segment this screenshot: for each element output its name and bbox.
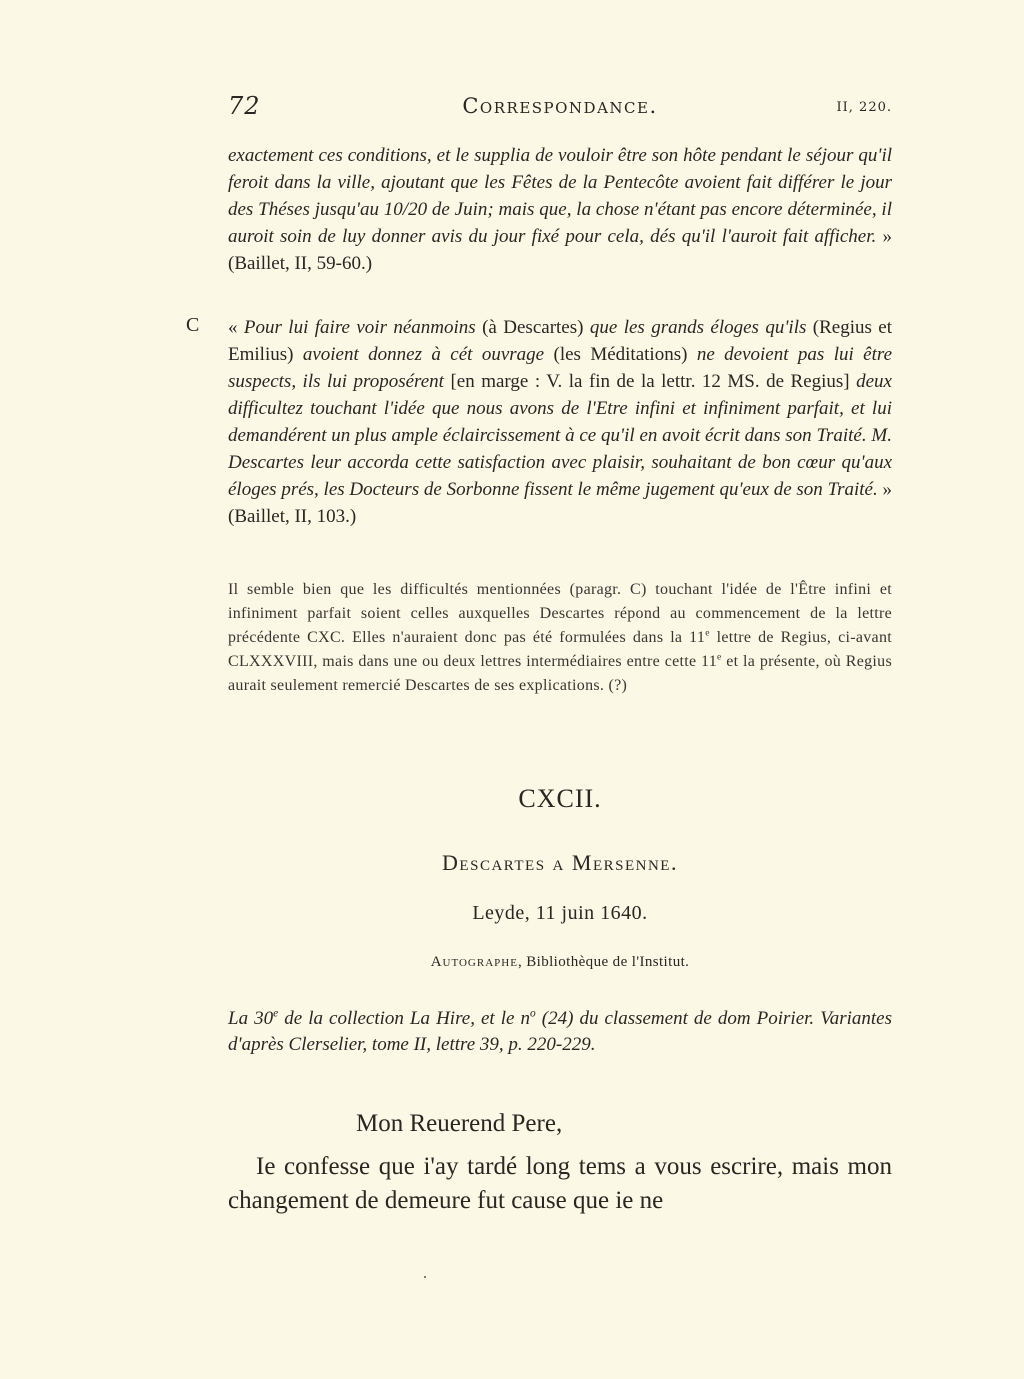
letter-number: CXCII. <box>518 784 602 813</box>
quote-paragraph-2 <box>228 314 892 530</box>
quote-segment: (Regius et Emilius) <box>228 317 893 365</box>
quote-segment: [en marge : V. la fin de la lettr. 12 MS. de Regius] <box>443 371 857 392</box>
salutation: Mon Reuerend Pere, <box>356 1110 563 1137</box>
quote-paragraph-1 <box>228 142 892 277</box>
note-text: Il semble bien que les difficultés mentionnées (paragr. C) touchant l'idée de l'Être infini et infiniment parfait soient celles auxquelles Descartes répond au commencement de la lettre précédente CXC. Elles n'auraient donc pas été formulées dans la 11 <box>228 581 892 646</box>
source-lead: Autographe <box>430 954 518 970</box>
quote-segment: ne devoient pas lui être suspects, ils lui proposérent <box>228 344 892 392</box>
print-speck <box>424 1276 426 1278</box>
quote-segment: deux difficultez touchant l'idée que nous avons de l'Etre infini et infiniment parfait, et lui demandérent un plus ample éclaircissement à ce qu'il en avoit écrit dans son Traité. M. Descartes leur accorda cette satisfaction avec plaisir, souhaitant de bon cœur qu'aux éloges prés, les Docteurs de Sorbonne fissent le même jugement qu'eux de son Traité. <box>228 371 892 500</box>
edition-text: de la collection La Hire, et le n <box>278 1008 530 1029</box>
superscript: e <box>273 1007 279 1020</box>
note-text: et la présente, où Regius aurait seulement remercié Descartes de ses explications. (?) <box>228 653 892 694</box>
edition-text: (24) du classement de dom Poirier. Variantes d'après Clerselier, tome II, lettre 39, p. 220-229. <box>228 1008 892 1055</box>
quote-segment: (les Méditations) <box>544 344 697 365</box>
superscript: o <box>530 1007 536 1020</box>
quote-citation: » (Baillet, II, 103.) <box>228 479 892 527</box>
page-number: 72 <box>228 92 261 120</box>
letter-body-text: Ie confesse que i'ay tardé long tems a vous escrire, mais mon changement de demeure fut cause que ie ne <box>228 1153 892 1214</box>
superscript: e <box>705 627 710 639</box>
page-reference: II, 220. <box>836 100 892 115</box>
letter-heading: Descartes a Mersenne. <box>442 850 678 875</box>
superscript: e <box>717 651 722 663</box>
quote-segment: que les grands éloges qu'ils <box>589 317 807 338</box>
quote-segment: avoient donnez à cét ouvrage <box>302 344 545 365</box>
source-rest: , Bibliothèque de l'Institut. <box>517 954 690 970</box>
margin-letter: C <box>186 314 200 336</box>
editor-note <box>228 578 892 698</box>
running-head <box>228 92 892 126</box>
letter-body <box>228 1150 892 1218</box>
quote-citation: » (Baillet, II, 59-60.) <box>228 226 892 274</box>
note-text: lettre de Regius, ci-avant CLXXXVIII, mais dans une ou deux lettres intermédiaires entre cette 11 <box>228 629 892 670</box>
letter-place-date: Leyde, 11 juin 1640. <box>472 902 648 924</box>
quote-segment: Pour lui faire voir néanmoins <box>243 317 476 338</box>
quote-text: exactement ces conditions, et le supplia de vouloir être son hôte pendant le séjour qu'il feroit dans la ville, ajoutant que les Fêtes de la Pentecôte avoient fait différer le jour des Théses jusqu'au 10/20 de Juin; mais que, la chose n'étant pas encore déterminée, il auroit soin de luy donner avis du jour fixé pour cela, dés qu'il l'auroit fait afficher. <box>228 145 892 247</box>
edition-text: La 30 <box>228 1008 274 1029</box>
running-title: Correspondance. <box>462 94 658 118</box>
letter-source <box>228 954 892 971</box>
quote-segment: (à Descartes) <box>475 317 590 338</box>
open-quote: « <box>228 317 244 338</box>
edition-note <box>228 1006 892 1058</box>
